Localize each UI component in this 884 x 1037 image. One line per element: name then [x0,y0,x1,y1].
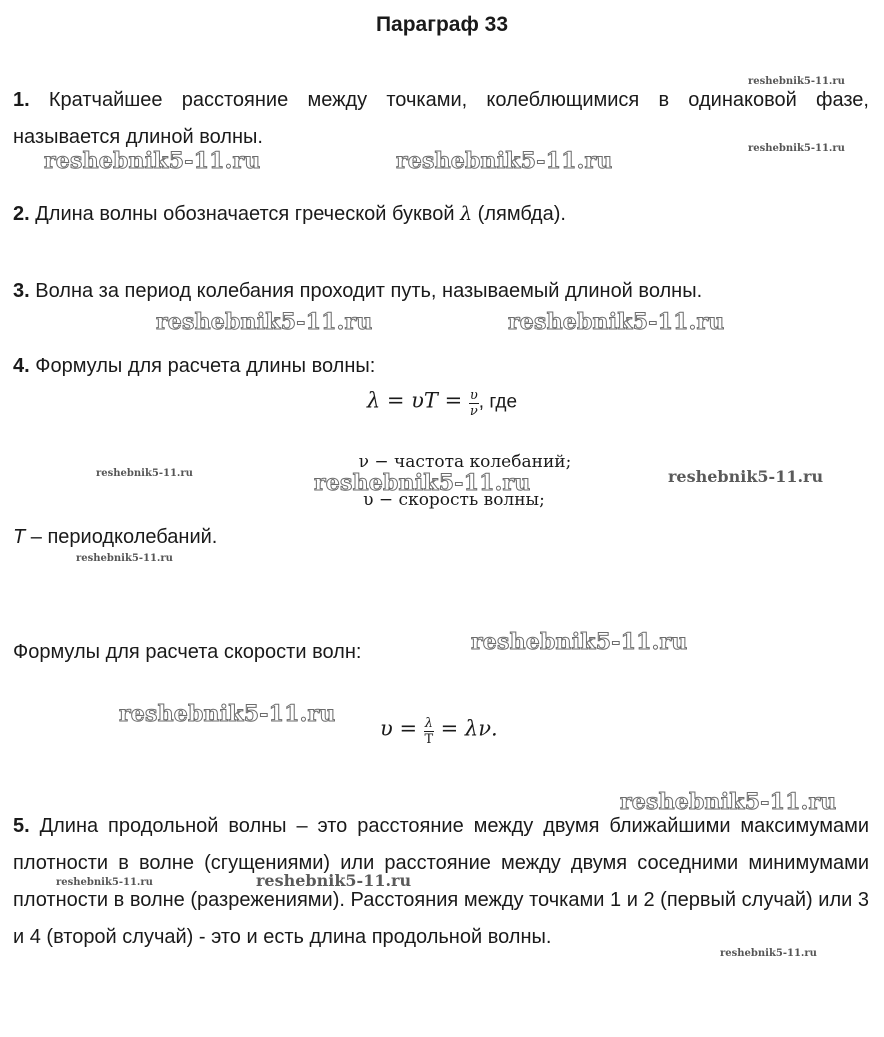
watermark: reshebnik5-11.ru [748,143,845,154]
speed-formula-rhs: = λν. [433,716,498,741]
speed-formula-fraction [424,716,434,747]
watermark: reshebnik5-11.ru [620,789,837,815]
watermark: reshebnik5-11.ru [156,309,373,335]
period-text: – периодколебаний. [25,526,218,548]
watermark: reshebnik5-11.ru [56,877,153,888]
fraction-denominator: ν [469,404,478,419]
speed-formula [380,716,498,747]
formula-mid: υT = [411,388,469,413]
watermark: reshebnik5-11.ru [748,76,845,87]
definition-period [13,519,613,556]
item-text-end: (лямбда). [472,203,566,225]
item-number: 2. [13,203,30,225]
speed-formula-lhs: υ = [380,716,424,741]
formula-suffix: , где [478,391,518,413]
item-number: 5. [13,815,30,837]
lambda-symbol: λ [460,203,473,225]
watermark: reshebnik5-11.ru [668,467,824,486]
fraction-denominator: T [424,732,434,747]
item-text: Длина продольной волны – это расстояние между двумя ближайшими максимумами плотности в волне (сгущениями) или расстояние между двумя соседними минимумами плотности в волне (разрежениями). Расстояния между точками 1 и 2 (первый случай) или 3 и 4 (второй случай) - это и есть длина продольной волны. [13,815,869,948]
wavelength-formula [0,388,884,419]
definition-frequency: ν − частота колебаний; [358,452,572,472]
watermark: reshebnik5-11.ru [119,701,336,727]
item-1 [13,82,869,156]
speed-heading: Формулы для расчета скорости волн: [13,641,362,663]
item-text: Длина волны обозначается греческой буквой [35,203,461,225]
watermark: reshebnik5-11.ru [44,148,261,174]
fraction-numerator: υ [469,388,478,403]
watermark: reshebnik5-11.ru [508,309,725,335]
watermark: reshebnik5-11.ru [256,871,412,890]
definition-speed: υ − скорость волны; [363,490,545,510]
item-text: Кратчайшее расстояние между точками, колеблющимися в одинаковой фазе, называется длиной волны. [13,89,869,148]
formula-fraction [469,388,479,419]
period-symbol: T [13,526,26,548]
watermark: reshebnik5-11.ru [471,629,688,655]
item-number: 3. [13,280,30,302]
item-number: 4. [13,355,30,377]
item-number: 1. [13,89,30,111]
watermark: reshebnik5-11.ru [396,148,613,174]
item-text: Формулы для расчета длины волны: [35,355,376,377]
watermark: reshebnik5-11.ru [720,948,817,959]
item-2 [13,196,869,233]
watermark: reshebnik5-11.ru [314,470,531,496]
fraction-numerator: λ [424,716,433,731]
item-4 [13,348,869,385]
formula-lhs: λ = [366,388,412,413]
page-title: Параграф 33 [375,13,509,36]
watermark: reshebnik5-11.ru [76,553,173,564]
item-text: Волна за период колебания проходит путь, называемый длиной волны. [35,280,703,302]
watermark: reshebnik5-11.ru [96,468,193,479]
item-3 [13,273,869,310]
